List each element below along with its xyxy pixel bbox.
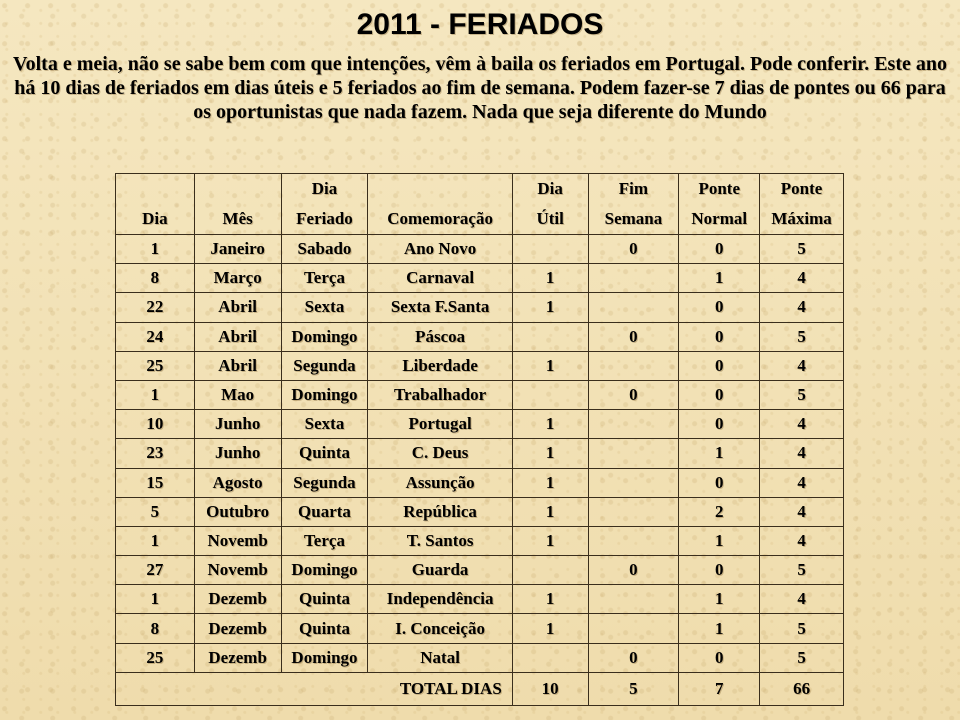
cell-mes: Março xyxy=(194,264,281,293)
cell-comemoracao: Portugal xyxy=(368,410,512,439)
cell-dia-feriado: Sabado xyxy=(281,235,368,264)
cell-fim-semana xyxy=(588,351,679,380)
cell-dia: 1 xyxy=(116,526,195,555)
cell-ponte-maxima: 5 xyxy=(760,614,844,643)
cell-comemoracao: Assunção xyxy=(368,468,512,497)
cell-dia: 27 xyxy=(116,556,195,585)
total-ponte-normal: 7 xyxy=(679,673,760,706)
cell-mes: Agosto xyxy=(194,468,281,497)
cell-dia-feriado: Quinta xyxy=(281,585,368,614)
cell-comemoracao: Carnaval xyxy=(368,264,512,293)
cell-mes: Dezemb xyxy=(194,643,281,672)
cell-comemoracao: Guarda xyxy=(368,556,512,585)
cell-dia-util xyxy=(512,322,588,351)
table-row xyxy=(116,643,844,672)
cell-mes: Junho xyxy=(194,410,281,439)
cell-fim-semana xyxy=(588,410,679,439)
cell-comemoracao: T. Santos xyxy=(368,526,512,555)
cell-ponte-maxima: 4 xyxy=(760,468,844,497)
header-dia: Dia xyxy=(116,174,195,235)
table-row xyxy=(116,526,844,555)
header-mes: Mês xyxy=(194,174,281,235)
cell-ponte-normal: 0 xyxy=(679,643,760,672)
cell-dia-feriado: Sexta xyxy=(281,293,368,322)
cell-ponte-normal: 0 xyxy=(679,410,760,439)
table-row xyxy=(116,293,844,322)
cell-comemoracao: Páscoa xyxy=(368,322,512,351)
cell-dia-util xyxy=(512,556,588,585)
cell-fim-semana xyxy=(588,526,679,555)
cell-fim-semana: 0 xyxy=(588,235,679,264)
cell-ponte-normal: 1 xyxy=(679,264,760,293)
cell-dia: 24 xyxy=(116,322,195,351)
cell-fim-semana xyxy=(588,497,679,526)
cell-fim-semana: 0 xyxy=(588,380,679,409)
cell-fim-semana: 0 xyxy=(588,643,679,672)
cell-mes: Outubro xyxy=(194,497,281,526)
cell-mes: Mao xyxy=(194,380,281,409)
cell-fim-semana: 0 xyxy=(588,556,679,585)
header-ponte-normal: Ponte Normal xyxy=(679,174,760,235)
table-row xyxy=(116,351,844,380)
cell-ponte-maxima: 4 xyxy=(760,351,844,380)
cell-mes: Abril xyxy=(194,351,281,380)
table-row xyxy=(116,468,844,497)
cell-ponte-maxima: 5 xyxy=(760,322,844,351)
cell-mes: Junho xyxy=(194,439,281,468)
cell-ponte-maxima: 4 xyxy=(760,410,844,439)
intro-paragraph: Volta e meia, não se sabe bem com que intenções, vêm à baila os feriados em Portugal. Pode conferir. Este ano há 10 dias de feriados em dias úteis e 5 feriados ao fim de semana. Podem fazer-se 7 dias de pontes ou 66 para os oportunistas que nada fazem. Nada que seja diferente do Mundo xyxy=(13,53,947,123)
header-dia-util: Dia Útil xyxy=(512,174,588,235)
cell-dia-util xyxy=(512,643,588,672)
table-row xyxy=(116,439,844,468)
cell-ponte-normal: 1 xyxy=(679,526,760,555)
table-row xyxy=(116,235,844,264)
cell-fim-semana xyxy=(588,585,679,614)
header-fim-semana: Fim Semana xyxy=(588,174,679,235)
holidays-table xyxy=(115,173,844,706)
cell-dia-feriado: Quarta xyxy=(281,497,368,526)
table-row xyxy=(116,322,844,351)
cell-mes: Novemb xyxy=(194,526,281,555)
cell-comemoracao: Trabalhador xyxy=(368,380,512,409)
total-row xyxy=(116,673,844,706)
cell-ponte-maxima: 4 xyxy=(760,497,844,526)
cell-fim-semana xyxy=(588,264,679,293)
cell-mes: Dezemb xyxy=(194,585,281,614)
cell-dia-feriado: Segunda xyxy=(281,351,368,380)
cell-dia-util: 1 xyxy=(512,293,588,322)
cell-mes: Novemb xyxy=(194,556,281,585)
page-title: 2011 - FERIADOS xyxy=(356,8,604,41)
table-row xyxy=(116,585,844,614)
cell-comemoracao: Sexta F.Santa xyxy=(368,293,512,322)
total-ponte-maxima: 66 xyxy=(760,673,844,706)
cell-comemoracao: Ano Novo xyxy=(368,235,512,264)
cell-dia-feriado: Domingo xyxy=(281,556,368,585)
cell-dia-feriado: Segunda xyxy=(281,468,368,497)
cell-dia-feriado: Quinta xyxy=(281,614,368,643)
cell-comemoracao: Liberdade xyxy=(368,351,512,380)
cell-mes: Abril xyxy=(194,322,281,351)
cell-fim-semana: 0 xyxy=(588,322,679,351)
cell-dia-util: 1 xyxy=(512,351,588,380)
cell-dia-feriado: Sexta xyxy=(281,410,368,439)
cell-dia-util xyxy=(512,380,588,409)
cell-fim-semana xyxy=(588,439,679,468)
cell-ponte-normal: 0 xyxy=(679,468,760,497)
cell-comemoracao: Independência xyxy=(368,585,512,614)
cell-dia-feriado: Terça xyxy=(281,526,368,555)
cell-comemoracao: I. Conceição xyxy=(368,614,512,643)
table-row xyxy=(116,497,844,526)
cell-dia: 8 xyxy=(116,614,195,643)
cell-ponte-maxima: 5 xyxy=(760,380,844,409)
cell-dia-feriado: Quinta xyxy=(281,439,368,468)
cell-ponte-normal: 0 xyxy=(679,380,760,409)
table-row xyxy=(116,410,844,439)
cell-ponte-maxima: 4 xyxy=(760,526,844,555)
cell-mes: Abril xyxy=(194,293,281,322)
cell-dia-util: 1 xyxy=(512,410,588,439)
cell-mes: Dezemb xyxy=(194,614,281,643)
cell-dia-util: 1 xyxy=(512,585,588,614)
table-header-row xyxy=(116,174,844,235)
cell-ponte-normal: 0 xyxy=(679,293,760,322)
cell-ponte-normal: 1 xyxy=(679,614,760,643)
cell-ponte-normal: 0 xyxy=(679,235,760,264)
cell-ponte-normal: 2 xyxy=(679,497,760,526)
cell-comemoracao: República xyxy=(368,497,512,526)
cell-ponte-normal: 1 xyxy=(679,585,760,614)
cell-ponte-normal: 0 xyxy=(679,351,760,380)
total-label: TOTAL DIAS xyxy=(116,673,513,706)
cell-dia: 1 xyxy=(116,235,195,264)
cell-ponte-maxima: 5 xyxy=(760,556,844,585)
cell-ponte-maxima: 4 xyxy=(760,293,844,322)
table-row xyxy=(116,556,844,585)
cell-ponte-maxima: 4 xyxy=(760,585,844,614)
cell-dia-feriado: Domingo xyxy=(281,322,368,351)
table-row xyxy=(116,264,844,293)
cell-ponte-maxima: 4 xyxy=(760,439,844,468)
cell-dia-util: 1 xyxy=(512,468,588,497)
cell-ponte-maxima: 5 xyxy=(760,235,844,264)
cell-ponte-normal: 0 xyxy=(679,322,760,351)
cell-dia-util: 1 xyxy=(512,439,588,468)
cell-dia-util: 1 xyxy=(512,526,588,555)
cell-dia: 10 xyxy=(116,410,195,439)
cell-fim-semana xyxy=(588,468,679,497)
header-ponte-maxima: Ponte Máxima xyxy=(760,174,844,235)
cell-dia: 22 xyxy=(116,293,195,322)
cell-dia: 5 xyxy=(116,497,195,526)
cell-dia-util: 1 xyxy=(512,497,588,526)
cell-dia: 23 xyxy=(116,439,195,468)
cell-dia: 25 xyxy=(116,351,195,380)
header-dia-feriado: Dia Feriado xyxy=(281,174,368,235)
cell-ponte-maxima: 5 xyxy=(760,643,844,672)
table-row xyxy=(116,614,844,643)
cell-ponte-normal: 1 xyxy=(679,439,760,468)
total-util: 10 xyxy=(512,673,588,706)
cell-comemoracao: C. Deus xyxy=(368,439,512,468)
cell-fim-semana xyxy=(588,614,679,643)
cell-ponte-maxima: 4 xyxy=(760,264,844,293)
cell-mes: Janeiro xyxy=(194,235,281,264)
cell-dia-util xyxy=(512,235,588,264)
cell-ponte-normal: 0 xyxy=(679,556,760,585)
cell-dia-util: 1 xyxy=(512,614,588,643)
cell-comemoracao: Natal xyxy=(368,643,512,672)
cell-dia: 8 xyxy=(116,264,195,293)
cell-dia-util: 1 xyxy=(512,264,588,293)
cell-dia: 25 xyxy=(116,643,195,672)
cell-dia-feriado: Domingo xyxy=(281,380,368,409)
cell-dia: 1 xyxy=(116,585,195,614)
cell-dia: 1 xyxy=(116,380,195,409)
table-row xyxy=(116,380,844,409)
cell-fim-semana xyxy=(588,293,679,322)
cell-dia-feriado: Terça xyxy=(281,264,368,293)
total-fim-semana: 5 xyxy=(588,673,679,706)
header-comemoracao: Comemoração xyxy=(368,174,512,235)
cell-dia: 15 xyxy=(116,468,195,497)
cell-dia-feriado: Domingo xyxy=(281,643,368,672)
